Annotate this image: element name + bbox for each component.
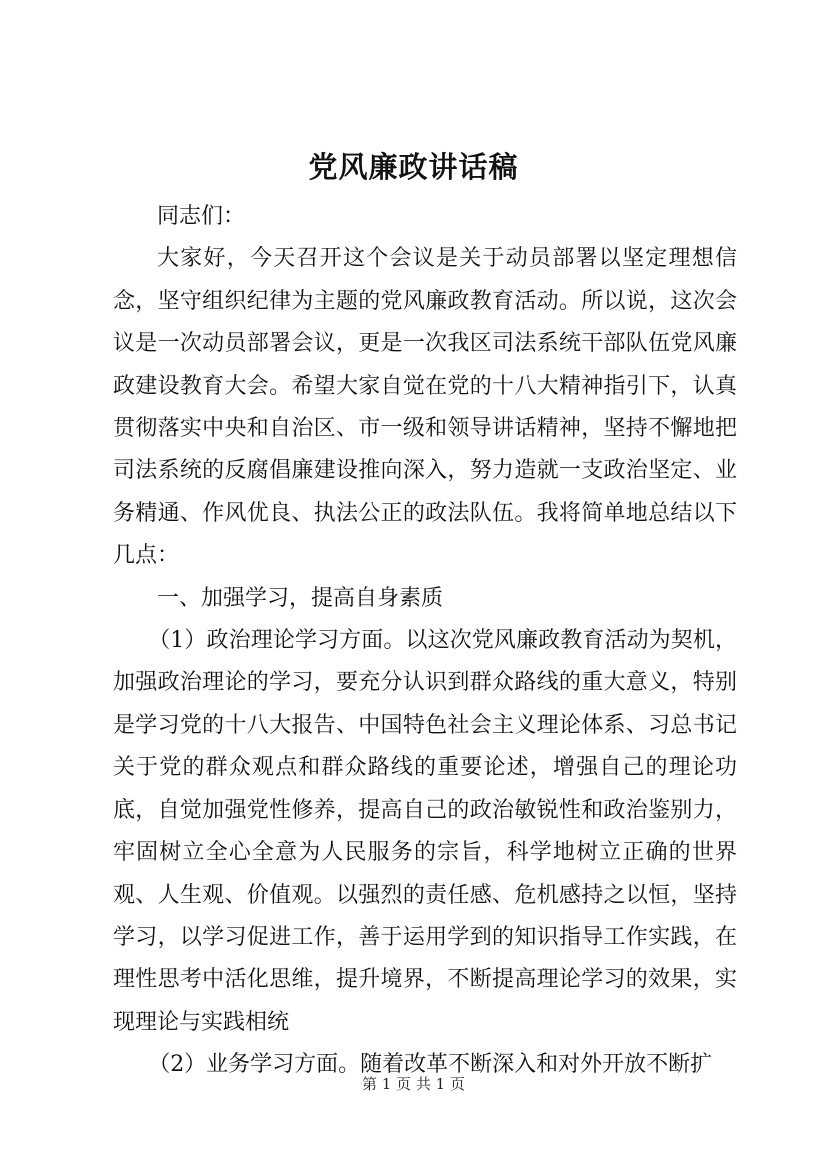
greeting-paragraph: 同志们： — [157, 204, 246, 229]
political-study-paragraph: （1）政治理论学习方面。以这次党风廉政教育活动为契机，加强政治理论的学习，要充分认识到群众路线的重大意义，特别是学习党的十八大报告、中国特色社会主义理论体系、习总书记关于党的群众观点和群众路线的重要论述，增强自己的理论功底，自觉加强党性修养，提高自己的政治敏锐性和政治鉴别力，牢固树立全心全意为人民服务的宗旨，科学地树立正确的世界观、人生观、价值观。以强烈的责任感、危机感持之以恒，坚持学习，以学习促进工作，善于运用学到的知识指导工作实践，在理性思考中活化思维，提升境界，不断提高理论学习的效果，实现理论与实践相统 — [113, 628, 737, 1035]
page-title: 党风廉政讲话稿 — [308, 150, 519, 184]
business-study-paragraph: （2）业务学习方面。随着改革不断深入和对外开放不断扩 — [148, 1052, 713, 1078]
section-heading: 一、加强学习，提高自身素质 — [157, 585, 444, 611]
document-body — [113, 196, 737, 1087]
intro-paragraph: 大家好，今天召开这个会议是关于动员部署以坚定理想信念，坚守组织纪律为主题的党风廉政教育活动。所以说，这次会议是一次动员部署会议，更是一次我区司法系统干部队伍党风廉政建设教育大会。希望大家自觉在党的十八大精神指引下，认真贯彻落实中央和自治区、市一级和领导讲话精神，坚持不懈地把司法系统的反腐倡廉建设推向深入，努力造就一支政治坚定、业务精通、作风优良、执法公正的政法队伍。我将简单地总结以下几点： — [113, 246, 737, 569]
page-footer: 第 1 页 共 1 页 — [362, 1075, 465, 1093]
